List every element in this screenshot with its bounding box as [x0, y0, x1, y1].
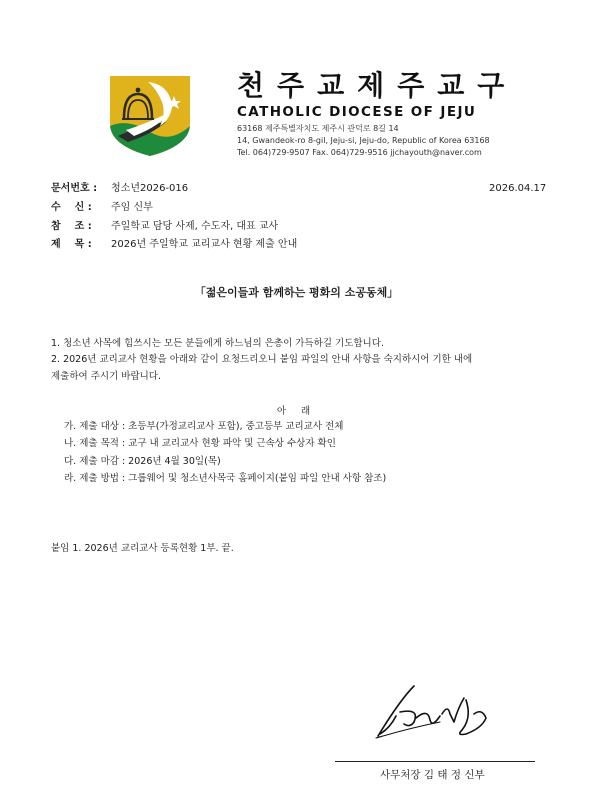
detail-item-purpose: 나. 제출 목적 : 교구 내 교리교사 현황 파악 및 근속상 수상자 확인: [64, 438, 336, 449]
address-korean: 63168 제주특별자치도 제주시 관덕로 8길 14: [237, 124, 399, 133]
doc-number: 청소년2026-016: [111, 183, 189, 194]
recipient-row: [51, 201, 153, 215]
detail-item-method: 라. 제출 방법 : 그룹웨어 및 청소년사목국 홈페이지(붙임 파일 안내 사항 참조): [64, 473, 387, 484]
recipient-label: 수 신 :: [51, 202, 92, 213]
org-name-english: CATHOLIC DIOCESE OF JEJU: [237, 104, 477, 120]
reference: 주일학교 담당 사제, 수도자, 대표 교사: [111, 221, 279, 232]
subject: 2026년 주일학교 교리교사 현황 제출 안내: [111, 239, 298, 250]
handwritten-signature: [370, 678, 500, 742]
signer-name: 사무처장 김 태 정 신부: [380, 769, 485, 781]
doc-date: 2026.04.17: [489, 183, 547, 194]
detail-item-target: 가. 제출 대상 : 초등부(가정교리교사 포함), 중고등부 교리교사 전체: [64, 421, 344, 432]
address-english: 14, Gwandeok-ro 8-gil, Jeju-si, Jeju-do, Republic of Korea 63168: [237, 136, 490, 145]
subject-label: 제 목 :: [51, 239, 92, 250]
contact-info: Tel. 064)729-9507 Fax. 064)729-9516 jjchayouth@naver.com: [237, 148, 482, 157]
paragraph-1: 1. 청소년 사목에 힘쓰시는 모든 분들에게 하느님의 은총이 가득하길 기도합니다.: [51, 338, 384, 349]
paragraph-2-line-1: 2. 2026년 교리교사 현황을 아래와 같이 요청드리오니 붙임 파일의 안내 사항을 숙지하시어 기한 내에: [51, 354, 473, 365]
subject-row: [51, 238, 297, 252]
signature-line: [335, 761, 535, 762]
detail-item-deadline: 다. 제출 마감 : 2026년 4월 30일(목): [64, 456, 221, 467]
org-name-korean: 천주교제주교구: [237, 69, 518, 102]
doc-number-label: 문서번호 :: [51, 183, 98, 194]
reference-label: 참 조 :: [51, 221, 92, 232]
diocese-logo: [108, 74, 192, 158]
doc-number-row: [51, 182, 188, 196]
details-heading: 아 래: [276, 406, 317, 417]
attachment-note: 붙임 1. 2026년 교리교사 등록현황 1부. 끝.: [51, 543, 234, 554]
recipient: 주임 신부: [111, 202, 153, 213]
reference-row: [51, 220, 278, 234]
paragraph-2-line-2: 제출하여 주시기 바랍니다.: [51, 371, 162, 382]
slogan: 「젊은이들과 함께하는 평화의 소공동체」: [194, 286, 399, 299]
